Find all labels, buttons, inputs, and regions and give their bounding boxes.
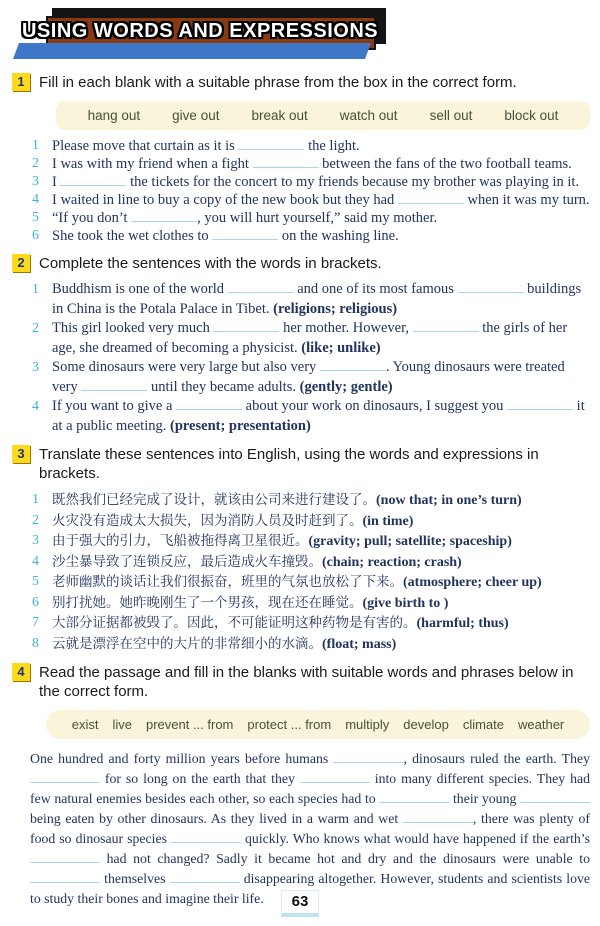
text-segment: (gently; gentle) — [299, 378, 393, 395]
text-segment: , dinosaurs ruled the earth. They — [403, 751, 591, 766]
blank-line — [458, 282, 524, 293]
item-text — [52, 572, 590, 593]
text-segment: If you want to give a — [52, 398, 177, 414]
item-text — [52, 173, 590, 191]
text-segment: the tickets for the concert to my friends because my brother was playing in it. — [126, 174, 580, 190]
item-number: 1 — [32, 138, 39, 153]
blank-line — [398, 193, 464, 204]
exercise-4-heading — [12, 663, 590, 701]
blank-line — [320, 360, 386, 371]
item-text — [52, 137, 590, 155]
text-segment: (in time) — [362, 513, 414, 529]
text-segment: (harmful; thus) — [416, 616, 509, 631]
item-number: 2 — [32, 156, 39, 171]
blank-line — [228, 282, 294, 293]
exercise-item — [32, 634, 590, 655]
text-segment: (gravity; pull; satellite; spaceship) — [308, 534, 512, 549]
blank-line — [413, 321, 479, 332]
blank-line — [507, 399, 573, 410]
blank-line — [333, 752, 403, 763]
item-number: 6 — [32, 594, 39, 610]
text-segment: 别打扰她。她昨晚刚生了一个男孩，现在还在睡觉。 — [52, 594, 363, 610]
blank-line — [379, 792, 449, 803]
exercise-item — [32, 319, 590, 358]
text-segment: until they became adults. — [147, 378, 300, 395]
exercise-item — [32, 137, 590, 155]
text-segment: the girls of her age, she dreamed of becoming a physicist. — [52, 320, 568, 356]
item-text — [52, 511, 590, 532]
box-word: prevent ... from — [145, 717, 234, 732]
text-segment: One hundred and forty million years before humans — [30, 751, 334, 766]
blank-line — [30, 852, 100, 863]
banner-shadow-blue — [13, 43, 371, 59]
exercise-item — [32, 490, 590, 511]
exercise-item — [32, 191, 590, 209]
exercise-item — [32, 280, 590, 319]
exercise-2-instruction: Complete the sentences with the words in brackets. — [39, 255, 382, 272]
text-segment: I — [52, 174, 61, 190]
item-number: 4 — [32, 192, 39, 207]
blank-line — [60, 175, 126, 186]
text-segment: (present; presentation) — [169, 417, 311, 434]
box-word: multiply — [345, 717, 390, 732]
item-number: 8 — [32, 635, 39, 651]
blank-line — [403, 812, 473, 823]
item-text — [52, 155, 590, 173]
exercise-3-heading — [12, 445, 590, 483]
text-segment: (chain; reaction; crash) — [322, 554, 462, 570]
text-segment: (give birth to ) — [362, 595, 449, 611]
text-segment: , there was plenty of food so dinosaur species — [30, 811, 590, 846]
box-word: block out — [504, 108, 559, 123]
exercise-1-instruction: Fill in each blank with a suitable phrase from the box in the correct form. — [39, 74, 517, 91]
blank-line — [171, 832, 241, 843]
item-number: 7 — [32, 615, 39, 630]
item-text — [52, 490, 590, 511]
text-segment: (now that; in one’s turn) — [376, 493, 522, 508]
item-text — [52, 227, 590, 245]
text-segment: Please move that curtain as it is — [52, 138, 239, 154]
text-segment: 云就是漂浮在空中的大片的非常细小的水滴。 — [52, 635, 322, 651]
exercise-2-number-badge: 2 — [12, 254, 30, 272]
text-segment: This girl looked very much — [52, 320, 214, 336]
exercise-1-heading — [12, 73, 590, 92]
item-text — [52, 552, 590, 573]
phrase-box — [56, 101, 590, 130]
item-text — [52, 613, 590, 634]
item-number: 2 — [32, 512, 39, 528]
text-segment: quickly. Who knows what would have happened if the earth’s — [241, 831, 590, 846]
item-text — [52, 280, 590, 319]
text-segment: the light. — [304, 138, 360, 154]
box-word: climate — [462, 717, 505, 732]
page-footer — [0, 890, 600, 917]
exercise-3-instruction: Translate these sentences into English, using the words and expressions in brackets. — [39, 446, 539, 482]
text-segment: 沙尘暴导致了连锁反应，最后造成火车撞毁。 — [52, 553, 322, 569]
item-text — [52, 634, 590, 655]
box-word: exist — [71, 717, 99, 732]
box-word: live — [112, 717, 132, 732]
exercise-1-items — [32, 137, 590, 245]
blank-line — [213, 321, 279, 332]
passage — [30, 749, 590, 909]
blank-line — [253, 157, 319, 168]
text-segment: about your work on dinosaurs, I suggest you — [242, 398, 508, 414]
text-segment: into many different species. They had few natural enemies besides each other, so each species had to — [30, 771, 590, 806]
text-segment: , you will hurt yourself,” said my mother. — [197, 210, 438, 226]
exercise-4-instruction: Read the passage and fill in the blanks with suitable words and phrases below in the correct form. — [39, 664, 574, 700]
exercise-item — [32, 511, 590, 532]
page-number: 63 — [281, 890, 320, 917]
text-segment: on the washing line. — [278, 228, 399, 244]
item-text — [52, 209, 590, 227]
exercise-2-items — [32, 280, 590, 436]
text-segment: disappearing altogether. However, students and scientists love to study their bones and imagine their life. — [30, 871, 591, 906]
exercise-item — [32, 613, 590, 634]
text-segment: 老师幽默的谈话让我们很振奋，班里的气氛也放松了下来。 — [52, 574, 403, 589]
text-segment: 由于强大的引力，飞船被拖得离卫星很近。 — [52, 533, 309, 548]
text-segment: (like; unlike) — [301, 339, 381, 356]
exercise-item — [32, 531, 590, 552]
item-number: 5 — [32, 210, 39, 225]
text-segment: (float; mass) — [322, 636, 397, 652]
blank-line — [81, 380, 147, 391]
exercise-item — [32, 593, 590, 614]
item-text — [52, 358, 590, 397]
blank-line — [30, 772, 100, 783]
text-segment: She took the wet clothes to — [52, 228, 213, 244]
blank-line — [212, 229, 278, 240]
blank-line — [238, 139, 304, 150]
text-segment: 大部分证据都被毁了。因此，不可能证明这种药物是有害的。 — [52, 615, 417, 630]
exercise-2 — [12, 254, 590, 436]
item-number: 3 — [32, 360, 39, 375]
exercise-2-heading — [12, 254, 590, 273]
exercise-item — [32, 173, 590, 191]
blank-line — [170, 872, 240, 883]
text-segment: it at a public meeting. — [52, 398, 585, 434]
item-number: 6 — [32, 228, 39, 243]
text-segment: (atmosphere; cheer up) — [403, 575, 542, 590]
text-segment: for so long on the earth that they — [100, 771, 300, 786]
blank-line — [30, 872, 100, 883]
exercise-item — [32, 572, 590, 593]
text-segment: “If you don’t — [52, 210, 132, 226]
text-segment: Some dinosaurs were very large but also very — [52, 359, 320, 375]
box-word: hang out — [87, 108, 141, 123]
box-word: break out — [251, 108, 308, 123]
exercise-4-number-badge: 4 — [12, 663, 30, 681]
box-word: watch out — [339, 108, 398, 123]
text-segment: Buddhism is one of the world — [52, 281, 228, 297]
item-number: 4 — [32, 553, 39, 569]
text-segment: being eaten by other dinosaurs. As they lived in a warm and wet — [30, 811, 403, 826]
item-text — [52, 531, 590, 552]
blank-line — [520, 792, 590, 803]
blank-line — [131, 211, 197, 222]
item-number: 3 — [32, 533, 39, 548]
page-header — [12, 6, 590, 64]
text-segment: (religions; religious) — [273, 300, 398, 317]
exercise-item — [32, 155, 590, 173]
text-segment: themselves — [100, 871, 170, 886]
item-number: 1 — [32, 492, 39, 507]
exercise-item — [32, 358, 590, 397]
exercise-1-number-badge: 1 — [12, 73, 30, 91]
box-word: protect ... from — [247, 717, 332, 732]
word-box — [46, 710, 590, 739]
exercise-item — [32, 209, 590, 227]
text-segment: their young — [449, 791, 521, 806]
text-segment: buildings in China is the Potala Palace in Tibet. — [52, 281, 582, 317]
page-title: USING WORDS AND EXPRESSIONS — [22, 20, 379, 42]
box-word: weather — [518, 717, 565, 732]
blank-line — [300, 772, 370, 783]
exercise-item — [32, 552, 590, 573]
text-segment: when it was my turn. — [463, 192, 590, 208]
text-segment: her mother. However, — [279, 320, 413, 336]
item-text — [52, 397, 590, 436]
exercise-1 — [12, 73, 590, 245]
text-segment: 火灾没有造成太大损失，因为消防人员及时赶到了。 — [52, 512, 363, 528]
text-segment: had not changed? Sadly it became hot and dry and the dinosaurs were unable to — [100, 851, 590, 866]
item-text — [52, 191, 590, 209]
exercise-item — [32, 397, 590, 436]
exercise-3 — [12, 445, 590, 654]
box-word: sell out — [429, 108, 473, 123]
exercise-4 — [12, 663, 590, 909]
item-text — [52, 593, 590, 614]
item-number: 4 — [32, 399, 39, 414]
exercise-3-number-badge: 3 — [12, 445, 30, 463]
exercise-3-items — [32, 490, 590, 654]
text-segment: I was with my friend when a fight — [52, 156, 253, 172]
item-number: 2 — [32, 321, 39, 336]
item-text — [52, 319, 590, 358]
exercise-item — [32, 227, 590, 245]
text-segment: between the fans of the two football teams. — [318, 156, 572, 172]
text-segment: and one of its most famous — [293, 281, 458, 297]
item-number: 3 — [32, 174, 39, 189]
blank-line — [176, 399, 242, 410]
text-segment: 既然我们已经完成了设计，就该由公司来进行建设了。 — [52, 492, 376, 507]
text-segment: I waited in line to buy a copy of the new book but they had — [52, 192, 398, 208]
item-number: 1 — [32, 282, 39, 297]
item-number: 5 — [32, 574, 39, 589]
text-segment: . Young dinosaurs were treated very — [52, 359, 565, 395]
box-word: give out — [172, 108, 220, 123]
box-word: develop — [403, 717, 449, 732]
